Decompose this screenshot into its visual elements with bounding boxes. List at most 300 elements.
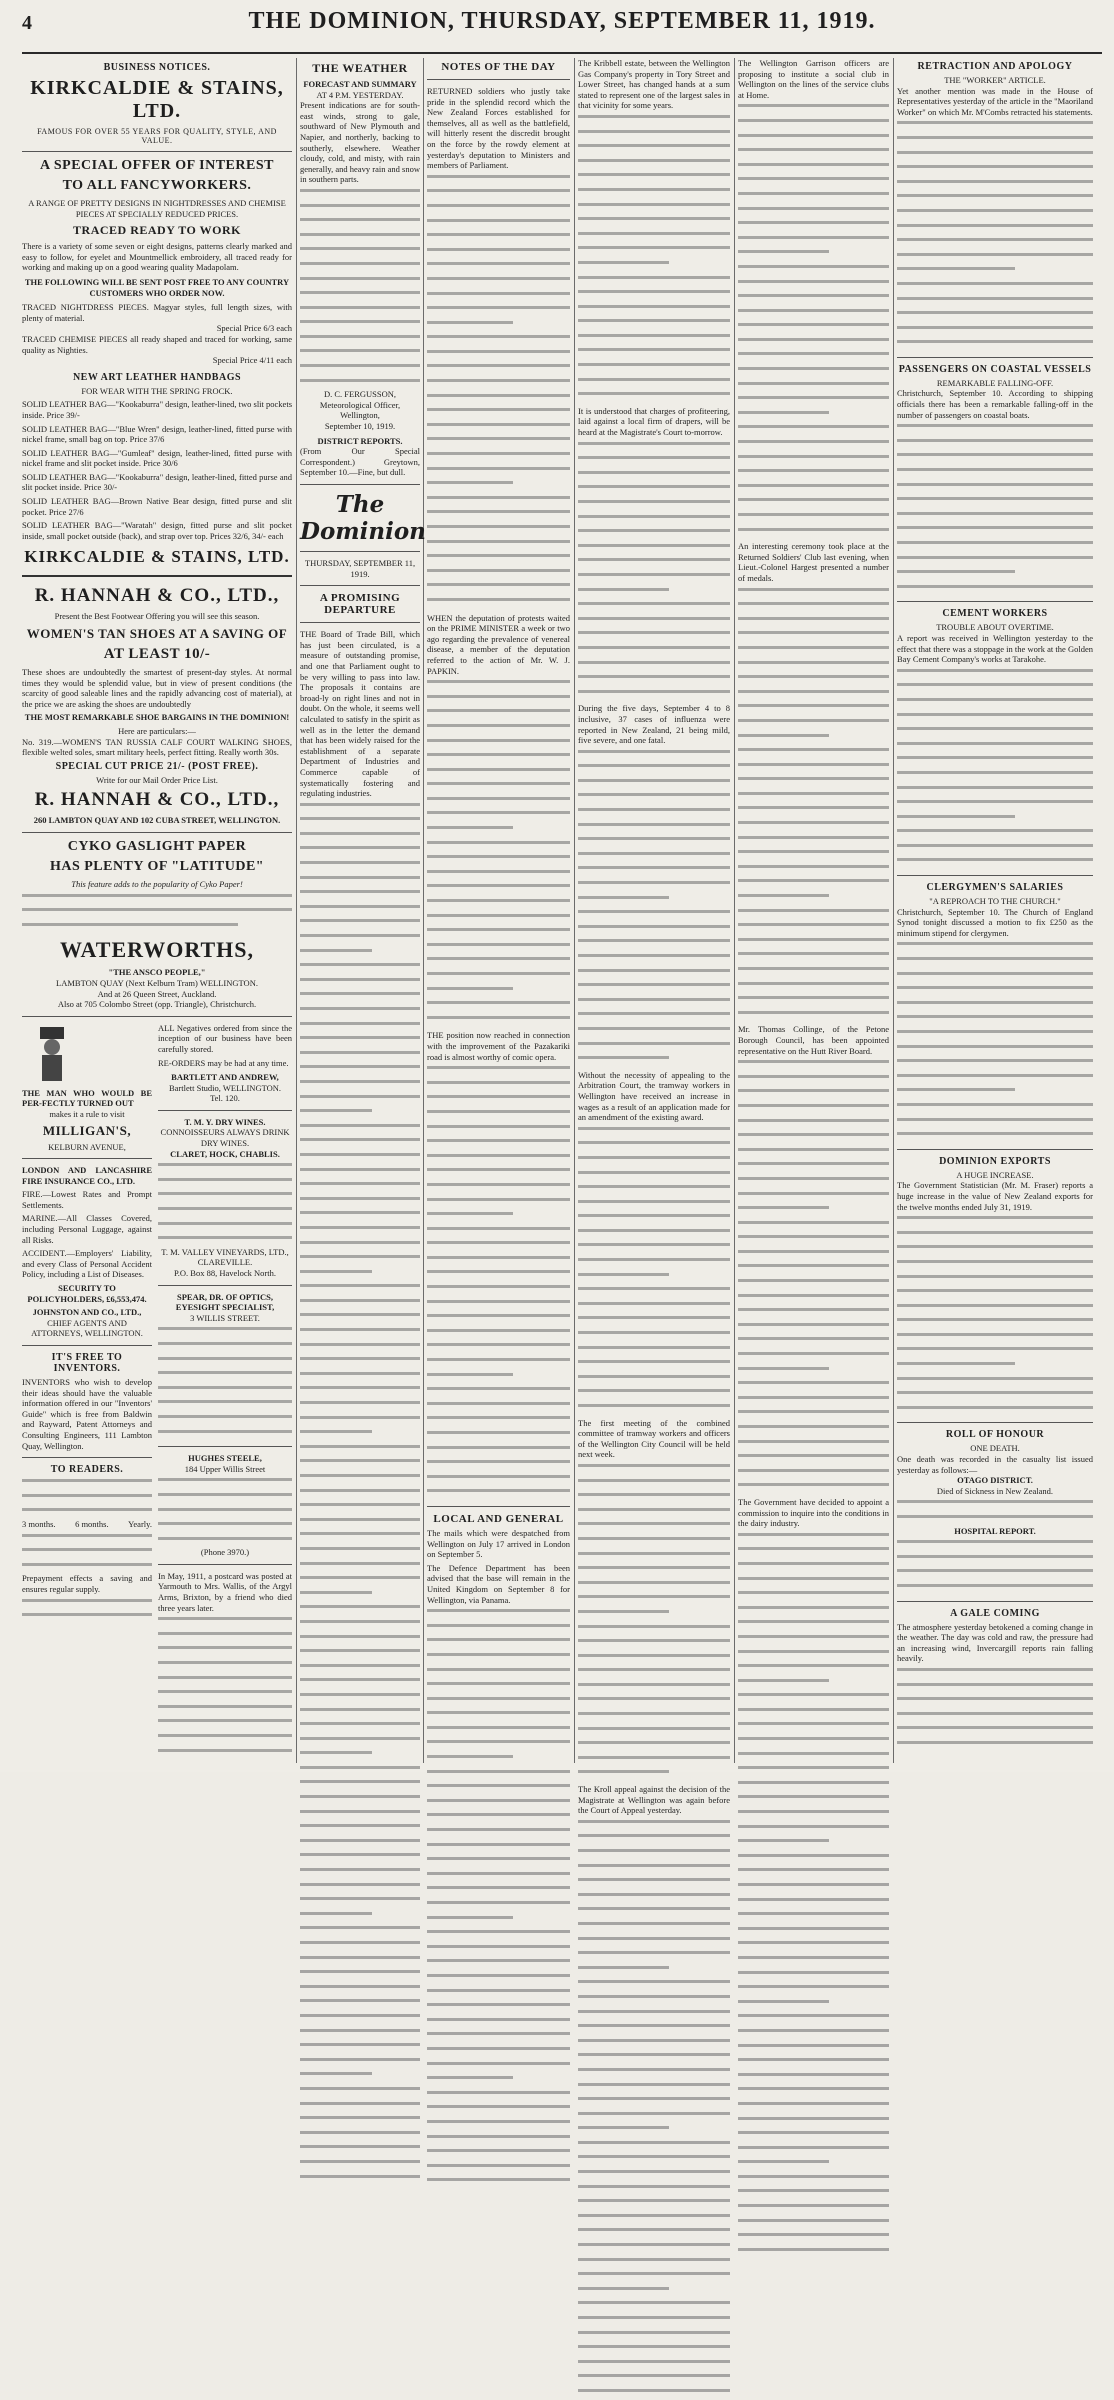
ad-bag-item: SOLID LEATHER BAG—"Kookaburra" design, leather-lined, fitted purse and slit pocket inside. Price 30/- bbox=[22, 471, 292, 493]
text-line bbox=[300, 1664, 420, 1675]
text-line bbox=[738, 1381, 889, 1392]
text-line bbox=[427, 262, 570, 273]
text-line bbox=[897, 713, 1093, 724]
text-line bbox=[897, 1333, 1093, 1344]
text-line bbox=[578, 1922, 730, 1933]
text-line bbox=[578, 793, 730, 804]
text-line bbox=[578, 188, 730, 199]
text-line bbox=[738, 719, 889, 730]
text-line bbox=[738, 309, 889, 320]
text-line bbox=[738, 1454, 889, 1465]
text-line bbox=[897, 585, 1093, 596]
text-line bbox=[578, 1995, 730, 2006]
passengers-sub: REMARKABLE FALLING-OFF. bbox=[936, 377, 1054, 388]
text-line bbox=[738, 1868, 889, 1879]
ad-marine: MARINE.—All Classes Covered, including Personal Luggage, against all Risks. bbox=[22, 1213, 152, 1245]
ad-shoe-item: No. 319.—WOMEN'S TAN RUSSIA CALF COURT WALKING SHOES, flexible welted soles, smart military heels, perfect fitting. Really worth 30s. bbox=[22, 736, 292, 758]
text-line bbox=[427, 1314, 570, 1325]
text-line bbox=[427, 1638, 570, 1649]
text-line bbox=[300, 1051, 420, 1062]
text-line bbox=[427, 797, 570, 808]
text-line bbox=[897, 727, 1093, 738]
text-line bbox=[427, 1799, 570, 1810]
text-line bbox=[897, 1118, 1093, 1129]
ad-hannah-intro: Present the Best Footwear Offering you will see this season. bbox=[54, 611, 260, 622]
text-line bbox=[578, 573, 730, 584]
text-line bbox=[300, 817, 420, 828]
text-line bbox=[578, 1027, 730, 1038]
retraction-heading: RETRACTION AND APOLOGY bbox=[917, 61, 1073, 72]
text-line bbox=[427, 1198, 570, 1209]
text-line bbox=[578, 2258, 730, 2269]
ad-hughes-phone: (Phone 3970.) bbox=[200, 1547, 250, 1558]
text-line bbox=[738, 1664, 889, 1675]
text-line bbox=[300, 1649, 420, 1660]
text-line bbox=[738, 1679, 889, 1690]
text-line bbox=[578, 2331, 730, 2342]
text-line bbox=[427, 928, 570, 939]
text-line bbox=[738, 265, 889, 276]
text-line bbox=[427, 554, 570, 565]
ad-sent-free: THE FOLLOWING WILL BE SENT POST FREE TO ANY COUNTRY CUSTOMERS WHO ORDER NOW. bbox=[24, 276, 290, 298]
leader-body: THE Board of Trade Bill, which has just been circulated, is a measure of outstanding promise, and one that Parliament ought to be very willing to pass into law. The proposals it contains are broad-ly on right lines and not in doubt. On the whole, it seems well calculated to satisfy in the spirit as well as in the letter the demand that has been widely raised for the establishment of a separate Department of Industries and Commerce capable of systematically fostering and regulating industries. bbox=[300, 629, 420, 799]
text-line bbox=[300, 1926, 420, 1937]
text-line bbox=[738, 1650, 889, 1661]
text-line bbox=[897, 311, 1093, 322]
text-line bbox=[300, 1839, 420, 1850]
text-line bbox=[300, 1853, 420, 1864]
text-line bbox=[427, 680, 570, 691]
text-line bbox=[427, 2003, 570, 2014]
column-rule bbox=[423, 58, 424, 1763]
text-line bbox=[427, 1989, 570, 2000]
text-line bbox=[578, 392, 730, 403]
text-line bbox=[738, 2073, 889, 2084]
text-line bbox=[897, 1726, 1093, 1737]
text-line bbox=[427, 1974, 570, 1985]
text-line bbox=[427, 943, 570, 954]
text-line bbox=[738, 865, 889, 876]
text-line bbox=[427, 695, 570, 706]
text-line bbox=[427, 437, 570, 448]
text-line bbox=[578, 2155, 730, 2166]
text-line bbox=[578, 2345, 730, 2356]
text-line bbox=[578, 1741, 730, 1752]
text-line bbox=[738, 1221, 889, 1232]
text-line bbox=[897, 151, 1093, 162]
text-line bbox=[897, 1275, 1093, 1286]
text-line bbox=[897, 1406, 1093, 1417]
text-line bbox=[738, 1781, 889, 1792]
text-line bbox=[578, 1258, 730, 1269]
text-line bbox=[578, 203, 730, 214]
text-line bbox=[897, 282, 1093, 293]
text-line bbox=[427, 1697, 570, 1708]
ad-bag-item: SOLID LEATHER BAG—"Kookaburra" design, leather-lined, two slit pockets inside. Price 39/- bbox=[22, 399, 292, 420]
text-line bbox=[300, 1591, 420, 1602]
local-heading: LOCAL AND GENERAL bbox=[433, 1512, 564, 1525]
text-line bbox=[738, 1927, 889, 1938]
ad-traced-heading: TRACED READY TO WORK bbox=[73, 223, 241, 238]
ad-cyko-line2: HAS PLENTY OF "LATITUDE" bbox=[49, 858, 265, 874]
text-line bbox=[897, 526, 1093, 537]
ad-write: Write for our Mail Order Price List. bbox=[96, 774, 218, 785]
ad-cyko-body: This feature adds to the popularity of Cyko Paper! bbox=[71, 878, 243, 889]
text-line bbox=[738, 806, 889, 817]
text-line bbox=[427, 753, 570, 764]
text-line bbox=[578, 515, 730, 526]
text-line bbox=[427, 233, 570, 244]
text-line bbox=[897, 512, 1093, 523]
text-line bbox=[578, 130, 730, 141]
text-line bbox=[300, 1182, 420, 1193]
text-line bbox=[427, 811, 570, 822]
weather-officer: D. C. FERGUSSON, bbox=[323, 389, 397, 400]
text-line bbox=[300, 1065, 420, 1076]
text-line bbox=[427, 496, 570, 507]
text-line bbox=[427, 219, 570, 230]
text-line bbox=[300, 1211, 420, 1222]
ad-bartlett-addr: Bartlett Studio, WELLINGTON. bbox=[168, 1082, 282, 1093]
text-line bbox=[738, 1620, 889, 1631]
text-line bbox=[578, 232, 730, 243]
news-paragraph: The Kroll appeal against the decision of the Magistrate at Wellington was again before the Court of Appeal yesterday. bbox=[578, 1784, 730, 1816]
ad-particulars: Here are particulars:— bbox=[118, 726, 196, 736]
text-line bbox=[578, 115, 730, 126]
ad-offer-line2: TO ALL FANCYWORKERS. bbox=[62, 178, 252, 193]
text-line bbox=[578, 1625, 730, 1636]
text-line bbox=[578, 2301, 730, 2312]
text-line bbox=[897, 698, 1093, 709]
text-line bbox=[427, 1066, 570, 1077]
text-line bbox=[738, 367, 889, 378]
text-line bbox=[578, 631, 730, 642]
ad-milligan-head: THE MAN WHO WOULD BE PER-FECTLY TURNED OUT bbox=[22, 1087, 152, 1109]
text-line bbox=[738, 1795, 889, 1806]
ad-hannah-address: 260 LAMBTON QUAY AND 102 CUBA STREET, WELLINGTON. bbox=[33, 815, 281, 826]
text-line bbox=[300, 1226, 420, 1237]
ad-accident: ACCIDENT.—Employers' Liability, and every Class of Personal Accident Policy, including a List of Diseases. bbox=[22, 1248, 152, 1280]
text-line bbox=[578, 866, 730, 877]
text-line bbox=[578, 1756, 730, 1767]
text-line bbox=[578, 1668, 730, 1679]
text-line bbox=[427, 540, 570, 551]
text-line bbox=[738, 134, 889, 145]
text-line bbox=[738, 1956, 889, 1967]
text-line bbox=[897, 1347, 1093, 1358]
text-line bbox=[738, 1294, 889, 1305]
text-line bbox=[738, 352, 889, 363]
text-line bbox=[738, 1825, 889, 1836]
text-line bbox=[738, 1854, 889, 1865]
text-line bbox=[427, 2120, 570, 2131]
text-line bbox=[300, 1620, 420, 1631]
text-line bbox=[738, 982, 889, 993]
text-line bbox=[897, 136, 1093, 147]
text-line bbox=[578, 363, 730, 374]
ad-waterworths-sub: "THE ANSCO PEOPLE," bbox=[108, 967, 206, 978]
text-line bbox=[738, 850, 889, 861]
text-line bbox=[427, 1416, 570, 1427]
ad-bartlett-tel: Tel. 120. bbox=[210, 1093, 240, 1104]
page-number: 4 bbox=[22, 12, 32, 34]
text-line bbox=[427, 394, 570, 405]
text-line bbox=[897, 253, 1093, 264]
text-line bbox=[578, 1834, 730, 1845]
news-paragraph: An interesting ceremony took place at the Returned Soldiers' Club last evening, when Lieut.-Colonel Hargest presented a number of medals. bbox=[738, 541, 889, 583]
text-line bbox=[738, 2189, 889, 2200]
text-line bbox=[300, 1970, 420, 1981]
text-line bbox=[578, 646, 730, 657]
text-line bbox=[738, 1971, 889, 1982]
text-line bbox=[300, 1124, 420, 1135]
text-line bbox=[427, 841, 570, 852]
text-line bbox=[578, 2068, 730, 2079]
text-line bbox=[738, 588, 889, 599]
text-line bbox=[738, 177, 889, 188]
text-line bbox=[427, 884, 570, 895]
text-line bbox=[300, 2087, 420, 2098]
ad-kirkcaldie-title: KIRKCALDIE & STAINS, LTD. bbox=[30, 77, 284, 122]
text-line bbox=[578, 159, 730, 170]
text-line bbox=[300, 2072, 420, 2083]
text-line bbox=[300, 919, 420, 930]
text-line bbox=[427, 957, 570, 968]
text-line bbox=[578, 837, 730, 848]
text-line bbox=[738, 1337, 889, 1348]
text-line bbox=[738, 2044, 889, 2055]
text-line bbox=[578, 2097, 730, 2108]
text-line bbox=[427, 2135, 570, 2146]
text-line bbox=[578, 1712, 730, 1723]
ad-milligan-mid: makes it a rule to visit bbox=[49, 1108, 125, 1119]
text-line bbox=[427, 987, 570, 998]
text-line bbox=[738, 455, 889, 466]
text-line bbox=[738, 617, 889, 628]
text-line bbox=[300, 2145, 420, 2156]
text-line bbox=[578, 588, 730, 599]
text-line bbox=[578, 2053, 730, 2064]
text-line bbox=[738, 1562, 889, 1573]
text-line bbox=[578, 1595, 730, 1606]
ad-tmy-list: CLARET, HOCK, CHABLIS. bbox=[170, 1148, 280, 1159]
ad-tmy-title: T. M. Y. DRY WINES. bbox=[184, 1116, 266, 1127]
text-line bbox=[427, 1373, 570, 1384]
text-line bbox=[578, 1727, 730, 1738]
masthead-title: THE DOMINION, THURSDAY, SEPTEMBER 11, 1919. bbox=[248, 8, 876, 34]
column-advertisements bbox=[22, 58, 292, 1763]
text-line bbox=[897, 165, 1093, 176]
text-line bbox=[738, 777, 889, 788]
text-line bbox=[578, 2083, 730, 2094]
text-line bbox=[578, 2039, 730, 2050]
text-line bbox=[427, 1256, 570, 1267]
text-line bbox=[738, 382, 889, 393]
ad-traced-item: TRACED NIGHTDRESS PIECES. Magyar styles, full length sizes, with plenty of material. bbox=[22, 302, 292, 323]
text-line bbox=[738, 1308, 889, 1319]
cement-sub: TROUBLE ABOUT OVERTIME. bbox=[936, 622, 1054, 633]
text-line bbox=[300, 890, 420, 901]
sub-col: 6 months. bbox=[75, 1518, 109, 1529]
text-line bbox=[427, 1343, 570, 1354]
text-line bbox=[578, 1966, 730, 1977]
text-line bbox=[427, 1755, 570, 1766]
text-line bbox=[738, 1075, 889, 1086]
text-line bbox=[897, 497, 1093, 508]
text-line bbox=[427, 739, 570, 750]
text-line bbox=[897, 1132, 1093, 1143]
text-line bbox=[738, 1192, 889, 1203]
text-line bbox=[427, 1828, 570, 1839]
text-line bbox=[897, 209, 1093, 220]
ad-inventors-head: IT'S FREE TO INVENTORS. bbox=[51, 1352, 123, 1374]
ad-milligan-addr: KELBURN AVENUE, bbox=[48, 1141, 126, 1152]
text-line bbox=[578, 1493, 730, 1504]
ad-waterworths-title: WATERWORTHS, bbox=[59, 937, 255, 963]
text-line bbox=[738, 1577, 889, 1588]
gale-body: The atmosphere yesterday betokened a coming change in the weather. The day was cold and raw, the pressure had an increasing wind, Invercargill reports rain falling heavily. bbox=[897, 1621, 1093, 1664]
notes-body-2: WHEN the deputation of protests waited on the PRIME MINISTER a week or two ago regarding the prevalence of venereal disease, a member of the deputation referred to the action of Mr. W. J. PAPKIN. bbox=[427, 612, 570, 676]
text-line bbox=[427, 350, 570, 361]
text-line bbox=[578, 983, 730, 994]
district-reports: DISTRICT REPORTS. bbox=[317, 435, 403, 446]
text-line bbox=[897, 1668, 1093, 1679]
text-line bbox=[897, 180, 1093, 191]
text-line bbox=[300, 1766, 420, 1777]
text-line bbox=[578, 1171, 730, 1182]
dominion-nameplate: The Dominion bbox=[300, 491, 426, 545]
roll-otago: OTAGO DISTRICT. bbox=[957, 1475, 1033, 1486]
article-postcard: In May, 1911, a postcard was posted at Yarmouth to Mrs. Wallis, of the Argyl Arms, Brixton, by a friend who died three years later. bbox=[158, 1570, 292, 1613]
text-line bbox=[897, 297, 1093, 308]
news-paragraph: Mr. Thomas Collinge, of the Petone Borough Council, has been appointed representative on the Hutt River Board. bbox=[738, 1024, 889, 1056]
text-line bbox=[578, 998, 730, 1009]
text-line bbox=[427, 1857, 570, 1868]
text-line bbox=[578, 261, 730, 272]
text-line bbox=[427, 1212, 570, 1223]
text-line bbox=[897, 1045, 1093, 1056]
ad-kirkcaldie-tagline: FAMOUS FOR OVER 55 YEARS FOR QUALITY, STYLE, AND VALUE. bbox=[37, 127, 277, 145]
text-line bbox=[578, 1185, 730, 1196]
text-line bbox=[300, 1547, 420, 1558]
text-line bbox=[578, 1864, 730, 1875]
text-line bbox=[738, 440, 889, 451]
text-line bbox=[738, 250, 889, 261]
text-line bbox=[738, 104, 889, 115]
column-rule bbox=[296, 58, 297, 1763]
text-line bbox=[427, 1001, 570, 1012]
text-line bbox=[897, 1362, 1093, 1373]
text-line bbox=[578, 1479, 730, 1490]
sub-col: Yearly. bbox=[128, 1518, 152, 1529]
notes-body: RETURNED soldiers who justly take pride in the splendid record which the New Zealand Forces established for themselves, all as well as the battlefield, will hitterly resent the discredit brought on the force by the rowdy element at yesterday's deputation to Ministers and members of Parliament. bbox=[427, 86, 570, 171]
text-line bbox=[578, 1302, 730, 1313]
text-line bbox=[738, 1883, 889, 1894]
text-line bbox=[427, 189, 570, 200]
text-line bbox=[897, 771, 1093, 782]
text-line bbox=[897, 468, 1093, 479]
text-line bbox=[427, 1682, 570, 1693]
ad-agents-2: CHIEF AGENTS AND ATTORNEYS, WELLINGTON. bbox=[31, 1317, 143, 1339]
roll-sub: ONE DEATH. bbox=[970, 1443, 1020, 1454]
clergy-body: Christchurch, September 10. The Church of England Synod tonight discussed a motion to fix £250 as the minimum stipend for clergymen. bbox=[897, 906, 1093, 938]
text-line bbox=[427, 1813, 570, 1824]
text-line bbox=[300, 1883, 420, 1894]
text-line bbox=[738, 2146, 889, 2157]
text-line bbox=[578, 1508, 730, 1519]
text-line bbox=[300, 1080, 420, 1091]
column-notes bbox=[427, 58, 570, 1763]
text-line bbox=[427, 598, 570, 609]
text-line bbox=[427, 379, 570, 390]
exports-sub: A HUGE INCREASE. bbox=[956, 1169, 1034, 1180]
text-line bbox=[427, 870, 570, 881]
retraction-sub: THE "WORKER" ARTICLE. bbox=[944, 75, 1046, 85]
text-line bbox=[427, 826, 570, 837]
text-line bbox=[427, 1872, 570, 1883]
text-line bbox=[738, 1752, 889, 1763]
text-line bbox=[578, 1980, 730, 1991]
text-line bbox=[427, 1930, 570, 1941]
text-line bbox=[738, 2087, 889, 2098]
notes-heading: NOTES OF THE DAY bbox=[441, 61, 556, 73]
district-sub: (From Our Special Correspondent.) Greytown, September 10.—Fine, but dull. bbox=[300, 446, 420, 478]
text-line bbox=[300, 1386, 420, 1397]
text-line bbox=[300, 2116, 420, 2127]
ad-bartlett-title: BARTLETT AND ANDREW, bbox=[171, 1072, 279, 1083]
text-line bbox=[300, 1576, 420, 1587]
text-line bbox=[897, 1103, 1093, 1114]
text-line bbox=[897, 326, 1093, 337]
text-line bbox=[427, 175, 570, 186]
text-line bbox=[300, 1751, 420, 1762]
ad-bargains: THE MOST REMARKABLE SHOE BARGAINS IN THE DOMINION! bbox=[24, 712, 290, 723]
text-line bbox=[427, 1227, 570, 1238]
ad-hughes-title: HUGHES STEELE, bbox=[188, 1453, 262, 1464]
ad-milligan-title: MILLIGAN'S, bbox=[42, 1122, 132, 1138]
text-line bbox=[300, 1824, 420, 1835]
text-line bbox=[427, 525, 570, 536]
text-line bbox=[738, 836, 889, 847]
text-line bbox=[578, 217, 730, 228]
text-line bbox=[300, 1138, 420, 1149]
text-line bbox=[300, 1693, 420, 1704]
text-line bbox=[578, 1214, 730, 1225]
ad-bag-item: SOLID LEATHER BAG—Brown Native Bear design, fitted purse and slit pocket. Price 27/6 bbox=[22, 496, 292, 517]
text-line bbox=[427, 306, 570, 317]
text-line bbox=[427, 1475, 570, 1486]
text-line bbox=[300, 1459, 420, 1470]
text-line bbox=[738, 396, 889, 407]
ad-range: A RANGE OF PRETTY DESIGNS IN NIGHTDRESSES AND CHEMISE PIECES AT SPECIALLY REDUCED PRICES. bbox=[28, 198, 286, 219]
text-line bbox=[897, 815, 1093, 826]
text-line bbox=[578, 348, 730, 359]
text-line bbox=[738, 1547, 889, 1558]
text-line bbox=[427, 1916, 570, 1927]
text-line bbox=[738, 1235, 889, 1246]
text-line bbox=[300, 1810, 420, 1821]
text-line bbox=[738, 221, 889, 232]
text-line bbox=[427, 1168, 570, 1179]
text-line bbox=[738, 411, 889, 422]
text-line bbox=[578, 442, 730, 453]
text-line bbox=[738, 207, 889, 218]
text-line bbox=[300, 1503, 420, 1514]
text-line bbox=[300, 2175, 420, 2186]
column-retraction bbox=[897, 58, 1093, 1763]
ad-readers-head: TO READERS. bbox=[50, 1464, 124, 1476]
text-line bbox=[738, 148, 889, 159]
